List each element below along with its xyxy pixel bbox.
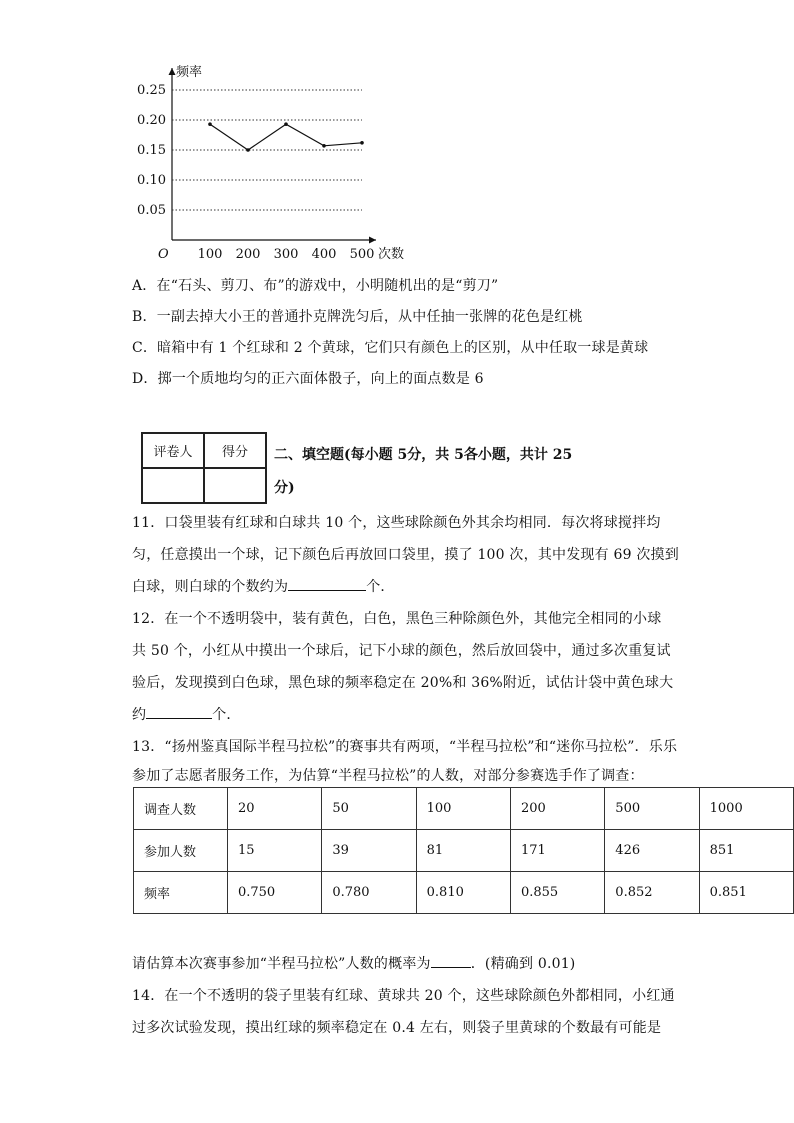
q13-ask: [132, 953, 575, 973]
q12-answer-blank[interactable]: [146, 704, 212, 719]
table-row: [134, 830, 794, 872]
table-cell: 200: [510, 788, 604, 830]
origin-label: O: [158, 247, 169, 262]
option-c: C．暗箱中有 1 个红球和 2 个黄球，它们只有颜色上的区别，从中任取一球是黄球: [132, 340, 649, 356]
y-axis-label: 频率: [176, 65, 203, 80]
y-tick-label: 0.25: [137, 83, 166, 98]
q11-line1: 11．口袋里装有红球和白球共 10 个，这些球除颜色外其余均相同．每次将球搅拌均: [132, 515, 661, 531]
y-tick-label: 0.20: [137, 113, 166, 128]
q14-line2: 过多次试验发现，摸出红球的频率稳定在 0.4 左右，则袋子里黄球的个数最有可能是: [132, 1020, 662, 1036]
table-cell: 171: [510, 830, 604, 872]
table-cell: 851: [699, 830, 793, 872]
table-cell: 0.855: [510, 872, 604, 914]
grader-label: 评卷人: [142, 433, 204, 468]
q14-line1: 14．在一个不透明的袋子里装有红球、黄球共 20 个，这些球除颜色外都相同，小红通: [132, 988, 675, 1004]
q11-line2: 匀，任意摸出一个球，记下颜色后再放回口袋里，摸了 100 次，其中发现有 69 次摸到: [132, 547, 679, 563]
table-cell: 500: [605, 788, 699, 830]
option-d: D．掷一个质地均匀的正六面体骰子，向上的面点数是 6: [132, 371, 484, 387]
q13-ask-text: 请估算本次赛事参加“半程马拉松”人数的概率为: [132, 956, 431, 972]
data-point: [208, 122, 212, 126]
table-cell: 0.750: [227, 872, 321, 914]
data-point: [360, 141, 364, 145]
table-cell: 0.851: [699, 872, 793, 914]
q11-line3: [132, 576, 395, 596]
grader-cell: [142, 468, 204, 503]
table-cell: 20: [227, 788, 321, 830]
y-tick-label: 0.05: [137, 203, 166, 218]
table-row: [134, 872, 794, 914]
q13-line1: 13．“扬州鉴真国际半程马拉松”的赛事共有两项，“半程马拉松”和“迷你马拉松”．乐乐: [132, 739, 678, 755]
q11-answer-blank[interactable]: [288, 576, 366, 591]
q12-line1: 12．在一个不透明袋中，装有黄色，白色，黑色三种除颜色外，其他完全相同的小球: [132, 611, 662, 627]
table-cell: 1000: [699, 788, 793, 830]
table-cell: 0.852: [605, 872, 699, 914]
x-tick-label: 200: [235, 247, 261, 262]
y-tick-label: 0.10: [137, 173, 166, 188]
x-tick-label: 300: [273, 247, 299, 262]
x-axis-arrow: [369, 237, 376, 244]
section-title-cont: 分): [274, 480, 295, 496]
q13-line2: 参加了志愿者服务工作，为估算“半程马拉松”的人数，对部分参赛选手作了调查：: [132, 768, 644, 784]
table-cell: 15: [227, 830, 321, 872]
q12-unit: 个．: [212, 707, 241, 723]
table-cell: 0.780: [322, 872, 416, 914]
y-axis-arrow: [169, 68, 176, 75]
table-cell: 100: [416, 788, 510, 830]
x-tick-label: 100: [197, 247, 223, 262]
option-a: A．在“石头、剪刀、布”的游戏中，小明随机出的是“剪刀”: [132, 278, 499, 294]
row-label: 参加人数: [134, 830, 228, 872]
y-tick-label: 0.15: [137, 143, 166, 158]
score-label: 得分: [204, 433, 266, 468]
q11-unit: 个．: [366, 579, 395, 595]
chart-canvas: [128, 58, 428, 266]
q12-line3: 验后，发现摸到白色球，黑色球的频率稳定在 20%和 36%附近，试估计袋中黄色球大: [132, 675, 674, 691]
q12-text: 约: [132, 707, 147, 723]
table-cell: 50: [322, 788, 416, 830]
data-point: [284, 122, 288, 126]
table-cell: 426: [605, 830, 699, 872]
series-line: [210, 124, 362, 150]
data-point: [246, 148, 250, 152]
score-cell: [204, 468, 266, 503]
q12-line4: [132, 704, 241, 724]
table-row: [134, 788, 794, 830]
survey-table: [133, 787, 794, 914]
q13-answer-blank[interactable]: [431, 953, 471, 968]
option-b: B．一副去掉大小王的普通扑克牌洗匀后，从中任抽一张牌的花色是红桃: [132, 309, 583, 325]
data-point: [322, 144, 326, 148]
table-cell: 39: [322, 830, 416, 872]
x-tick-label: 500: [349, 247, 375, 262]
q13-ask-tail: ．(精确到 0.01): [470, 956, 576, 972]
frequency-line-chart: [128, 58, 428, 266]
row-label: 频率: [134, 872, 228, 914]
q11-text: 白球，则白球的个数约为: [132, 579, 289, 595]
q12-line2: 共 50 个，小红从中摸出一个球后，记下小球的颜色，然后放回袋中，通过多次重复试: [132, 643, 671, 659]
x-tick-label: 400: [311, 247, 337, 262]
table-cell: 0.810: [416, 872, 510, 914]
x-axis-label: 次数: [378, 247, 405, 262]
row-label: 调查人数: [134, 788, 228, 830]
section-title: 二、填空题(每小题 5分，共 5各小题，共计 25: [274, 447, 573, 463]
score-table: [141, 432, 267, 504]
table-cell: 81: [416, 830, 510, 872]
